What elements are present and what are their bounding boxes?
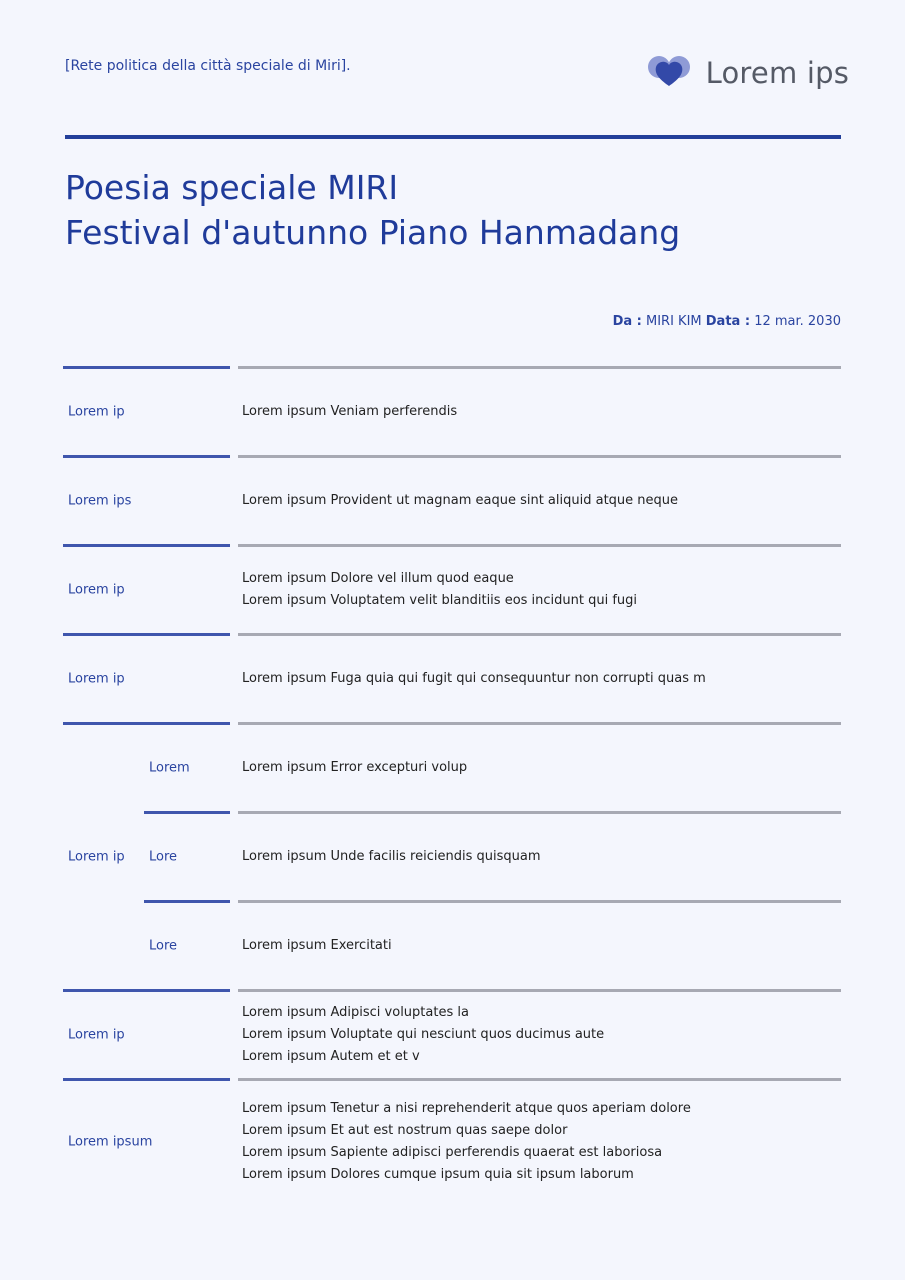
- logo-text: Lorem ips: [705, 56, 849, 90]
- table-row: [63, 1078, 841, 1206]
- row-content: [242, 1002, 604, 1068]
- table-row: [63, 989, 841, 1078]
- from-label: Da :: [612, 314, 642, 329]
- row-label: Lorem ip: [68, 582, 125, 598]
- row-line: Lorem ipsum Sapiente adipisci perferendis quaerat est laboriosa: [242, 1145, 663, 1160]
- row-divider-left: [63, 455, 230, 458]
- row-divider-left: [63, 366, 230, 369]
- logo: [646, 56, 849, 90]
- row-divider-right: [238, 989, 841, 992]
- table-row: [63, 366, 841, 455]
- row-divider-right: [238, 722, 841, 725]
- row-label: Lorem ipsum: [68, 1134, 153, 1150]
- row-divider-left: [63, 633, 230, 636]
- sub-row-content: [242, 846, 541, 868]
- date-value: 12 mar. 2030: [754, 314, 841, 329]
- date-label: Data :: [705, 314, 751, 329]
- row-line: Lorem ipsum Autem et et v: [242, 1049, 420, 1064]
- sub-row-content: [242, 935, 392, 957]
- row-label: Lorem ip: [68, 849, 125, 865]
- meta-line: [613, 314, 841, 329]
- row-content: [242, 401, 457, 423]
- row-line: Lorem ipsum Veniam perferendis: [242, 404, 458, 419]
- sub-row-label: Lore: [149, 849, 178, 865]
- page-title: [65, 165, 841, 255]
- table-row: [63, 633, 841, 722]
- row-content: [242, 668, 706, 690]
- row-divider-left: [63, 1078, 230, 1081]
- row-divider-right: [238, 1078, 841, 1081]
- row-divider-right: [238, 544, 841, 547]
- sub-row-content: [242, 757, 467, 779]
- network-label: [Rete politica della città speciale di Miri].: [65, 58, 351, 74]
- row-line: Lorem ipsum Adipisci voluptates la: [242, 1005, 469, 1020]
- sub-row-divider-right: [238, 811, 841, 814]
- row-line: Lorem ipsum Tenetur a nisi reprehenderit atque quos aperiam dolore: [242, 1101, 691, 1116]
- title-line-2: Festival d'autunno Piano Hanmadang: [65, 213, 681, 252]
- from-value: MIRI KIM: [646, 314, 702, 329]
- header-divider: [65, 135, 841, 139]
- row-divider-right: [238, 366, 841, 369]
- sub-row-divider-left: [144, 900, 230, 903]
- row-line: Lorem ipsum Fuga quia qui fugit qui consequuntur non corrupti quas m: [242, 671, 706, 686]
- row-divider-left: [63, 989, 230, 992]
- row-label: Lorem ip: [68, 671, 125, 687]
- row-content: [242, 568, 637, 612]
- row-line: Lorem ipsum Provident ut magnam eaque sint aliquid atque neque: [242, 493, 679, 508]
- table-row: [63, 455, 841, 544]
- row-divider-right: [238, 455, 841, 458]
- row-line: Lorem ipsum Voluptatem velit blanditiis eos incidunt qui fugi: [242, 593, 638, 608]
- row-label: Lorem ip: [68, 1027, 125, 1043]
- title-line-1: Poesia speciale MIRI: [65, 168, 399, 207]
- sub-row-label: Lorem: [149, 760, 190, 776]
- row-label: Lorem ip: [68, 404, 125, 420]
- row-line: Lorem ipsum Dolore vel illum quod eaque: [242, 571, 514, 586]
- row-content: [242, 1098, 691, 1186]
- sub-row-divider-right: [238, 900, 841, 903]
- row-divider-right: [238, 633, 841, 636]
- row-divider-left: [63, 544, 230, 547]
- heart-icon: [646, 56, 692, 90]
- row-line: Lorem ipsum Dolores cumque ipsum quia sit ipsum laborum: [242, 1167, 634, 1182]
- table-row: [63, 544, 841, 633]
- sub-row-divider-left: [144, 811, 230, 814]
- row-line: Lorem ipsum Error excepturi volup: [242, 760, 468, 775]
- row-line: Lorem ipsum Exercitati: [242, 938, 392, 953]
- row-label: Lorem ips: [68, 493, 132, 509]
- row-line: Lorem ipsum Voluptate qui nesciunt quos ducimus aute: [242, 1027, 605, 1042]
- row-line: Lorem ipsum Et aut est nostrum quas saepe dolor: [242, 1123, 568, 1138]
- table-row-group: [63, 722, 841, 989]
- row-content: [242, 490, 678, 512]
- row-divider-left: [63, 722, 230, 725]
- row-line: Lorem ipsum Unde facilis reiciendis quisquam: [242, 849, 541, 864]
- sub-row-label: Lore: [149, 938, 178, 954]
